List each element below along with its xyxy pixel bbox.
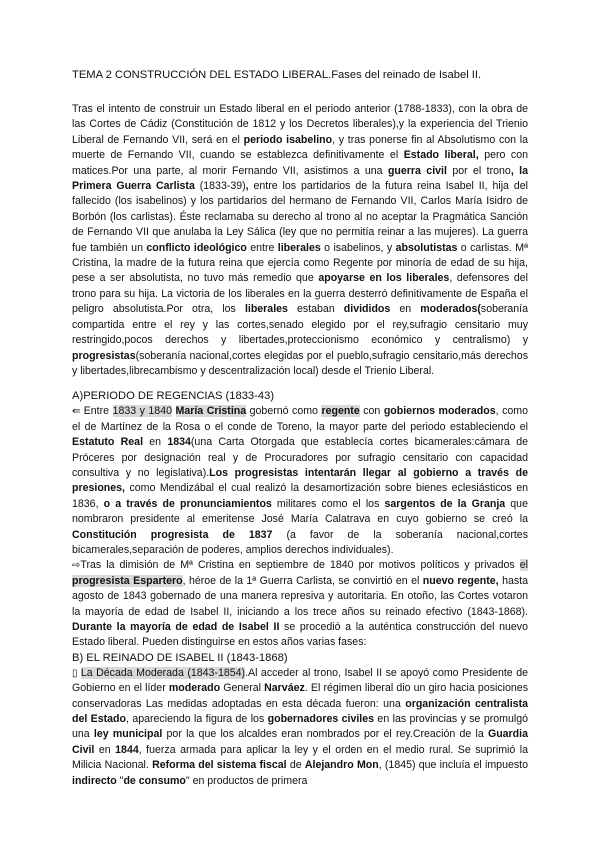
text-run: , apareciendo la figura de los: [126, 713, 268, 726]
text-run: sargentos de la Granja: [384, 497, 506, 510]
text-run: liberales: [244, 303, 288, 316]
text-run: nuevo regente,: [422, 574, 499, 587]
text-run: moderados(: [420, 303, 481, 316]
text-run: Reforma del sistema fiscal: [152, 759, 287, 772]
text-run: (soberanía nacional,cortes elegidas por el pueblo,sufragio censitario,más derechos y libertades,librecambismo y descentralización local) desde el Trienio Liberal.: [72, 349, 528, 377]
text-run: , héroe de la 1ª Guerra Carlista, se convirtió en el: [182, 574, 423, 587]
text-run: Estado liberal,: [403, 149, 479, 162]
text-run: o a través de pronunciamientos: [103, 497, 272, 510]
text-run: Tras el intento de construir un Estado liberal en el periodo anterior (1788-1833), con la obra de las Cortes de Cádiz (Constitución de 1812 y los Decretos liberales),y la experiencia del Trienio Liberal de Fernando VII, será en el: [72, 103, 528, 146]
text-run: gobiernos moderados: [383, 405, 496, 418]
text-run: progresista Espartero: [72, 574, 183, 587]
text-run: regente: [321, 405, 360, 418]
text-run: , y tras ponerse fin al Absolutismo con la muerte de Fernando VII, cuando se establezca definitivamente el: [72, 133, 528, 162]
text-run: conflicto ideológico: [146, 241, 247, 254]
text-run: el: [519, 559, 528, 572]
bullet-arrow-icon: ⇨: [72, 560, 81, 572]
text-run: , defensores del trono para su hija. La victoria de los liberales en la guerra desterró definitivamente de España el peligro absolutista.Por otra, los: [72, 272, 529, 316]
text-run: . El régimen liberal dio un giro hacia posiciones conservadoras Las medidas adoptadas en esta década fueron: una: [72, 682, 528, 710]
bullet-arrow-icon: ⇚: [72, 406, 84, 418]
text-run: entre los partidarios de la futura reina Isabel II, hija del fallecido (los isabelinos) y los partidarios del hermano de Fernando VII, Carlos María Isidro de Borbón (los carlistas). Éste reclamaba su derecho al trono al no aceptar la Pragmática Sanción de Fernando VII que anulaba la Ley Sálica (ley que no permitía reinar a las mujeres). La guerra fue también un: [72, 180, 528, 254]
text-run: apoyarse en los liberales: [318, 272, 450, 285]
text-run: Narváez: [264, 682, 305, 695]
text-run: 1834: [167, 436, 191, 449]
text-run: divididos: [343, 303, 391, 316]
text-run: como Mendizábal el cual realizó la desamortización sobre bienes eclesiásticos en 1836,: [72, 482, 528, 510]
text-run: (1833-39): [194, 180, 246, 193]
text-run: (a favor de la soberanía nacional,cortes bicamerales,separación de poderes, amplios derechos individuales).: [72, 528, 528, 556]
text-run: hasta agosto de 1843 gobernado de una manera represiva y autoritaria. En otoño, las Cortes votaron la mayoría de edad de Isabel II, iniciando a los trece años su reinado efectivo (1843-1868).: [72, 574, 528, 618]
text-run: militares como el los: [271, 497, 385, 510]
text-run: moderado: [168, 682, 221, 695]
text-run: absolutistas: [395, 241, 458, 254]
text-run: (una Carta Otorgada que establecía cortes bicamerales:cámara de Próceres por designación real y de Procuradores por sufragio censitario con capacidad consultiva y no legislativa).: [72, 436, 528, 479]
intro-paragraph: [72, 102, 528, 379]
text-run: en las provincias y se promulgó una: [72, 713, 528, 741]
section-a-paragraph-1: [72, 404, 528, 558]
text-run: o carlistas. Mª Cristina, la madre de la futura reina que ejercía como Regente por minoría de edad de su hija, pese a ser absolutista, no tuvo más remedio que: [72, 241, 528, 285]
text-run: que nombraron presidente al emeritense José María Calatrava en cuyo gobierno se creó la: [72, 497, 528, 526]
text-run: en: [143, 436, 168, 449]
section-a-heading: A)PERIODO DE REGENCIAS (1833-43): [72, 390, 275, 403]
text-run: estaban: [287, 303, 344, 316]
text-run: .Al acceder al trono, Isabel II se apoyó como Presidente de Gobierno en el líder: [72, 666, 528, 695]
text-run: Estatuto Real: [72, 436, 144, 449]
text-run: Alejandro Mon: [304, 759, 379, 772]
text-run: , fuerza armada para aplicar la ley y el orden en el medio rural. Se suprimió la Milicia Nacional.: [72, 743, 528, 772]
text-run: Entre: [83, 405, 113, 418]
text-run: organización centralista del Estado: [72, 697, 528, 726]
document-title: TEMA 2 CONSTRUCCIÓN DEL ESTADO LIBERAL.Fases del reinado de Isabel II.: [72, 69, 482, 81]
text-run: ": [116, 774, 124, 787]
text-run: 1844: [115, 743, 139, 756]
text-run: soberanía compartida entre el rey y las cortes,senado elegido por el rey,sufragio censitario muy restringido,pocos derechos y libertades,proteccionismo económico y centralismo) y: [72, 303, 529, 347]
text-run: " en productos de primera: [185, 774, 308, 787]
text-run: Los progresistas intentarán llegar al gobierno a través de presiones,: [72, 466, 528, 495]
section-b-paragraph-1: [72, 666, 528, 789]
text-run: periodo isabelino: [243, 133, 333, 146]
text-run: o isabelinos, y: [320, 241, 396, 254]
text-run: se procedió a la auténtica construcción del nuevo Estado liberal. Pueden distinguirse en estos años varias fases:: [72, 621, 528, 649]
text-run: María Cristina: [175, 405, 247, 418]
document-page: [72, 60, 528, 789]
text-run: ley municipal: [93, 728, 163, 741]
text-run: Guardia Civil: [72, 728, 528, 756]
text-run: por el trono: [446, 164, 511, 177]
text-run: 1833 y 1840: [112, 405, 172, 418]
bullet-arrow-icon: ▯: [72, 667, 81, 679]
text-run: ,: [245, 180, 249, 193]
text-run: de: [286, 759, 305, 772]
text-run: Constitución progresista de 1837: [72, 528, 273, 541]
text-run: progresistas: [72, 349, 136, 362]
section-a-paragraph-2: [72, 558, 528, 650]
text-run: , (1845) que incluía el impuesto: [378, 759, 528, 772]
text-run: en: [390, 303, 421, 316]
text-run: , como el de Martínez de la Rosa o el conde de Toreno, la mayor parte del periodo estableciendo el: [72, 405, 528, 433]
text-run: [172, 405, 176, 417]
text-run: en: [94, 743, 116, 756]
text-run: indirecto: [72, 774, 117, 787]
text-run: Tras la dimisión de Mª Cristina en septiembre de 1840 por motivos políticos y privados: [80, 559, 520, 572]
text-run: , la Primera Guerra Carlista: [72, 164, 528, 193]
text-run: liberales: [277, 241, 321, 254]
text-run: con: [359, 405, 384, 418]
text-run: guerra civil: [387, 164, 447, 177]
text-run: gobernó como: [246, 405, 322, 418]
text-run: gobernadores civiles: [267, 713, 375, 726]
text-run: de consumo: [123, 774, 186, 787]
section-b-heading: B) EL REINADO DE ISABEL II (1843-1868): [72, 651, 288, 664]
text-run: pero con matices.Por una parte, al morir Fernando VII, asistimos a una: [72, 149, 528, 177]
text-run: La Década Moderada (1843-1854): [80, 666, 246, 679]
text-run: entre: [246, 241, 278, 254]
text-run: General: [220, 682, 265, 695]
text-run: Durante la mayoría de edad de Isabel II: [72, 621, 280, 633]
text-run: por la que los alcaldes eran nombrados por el rey.Creación de la: [162, 728, 488, 741]
